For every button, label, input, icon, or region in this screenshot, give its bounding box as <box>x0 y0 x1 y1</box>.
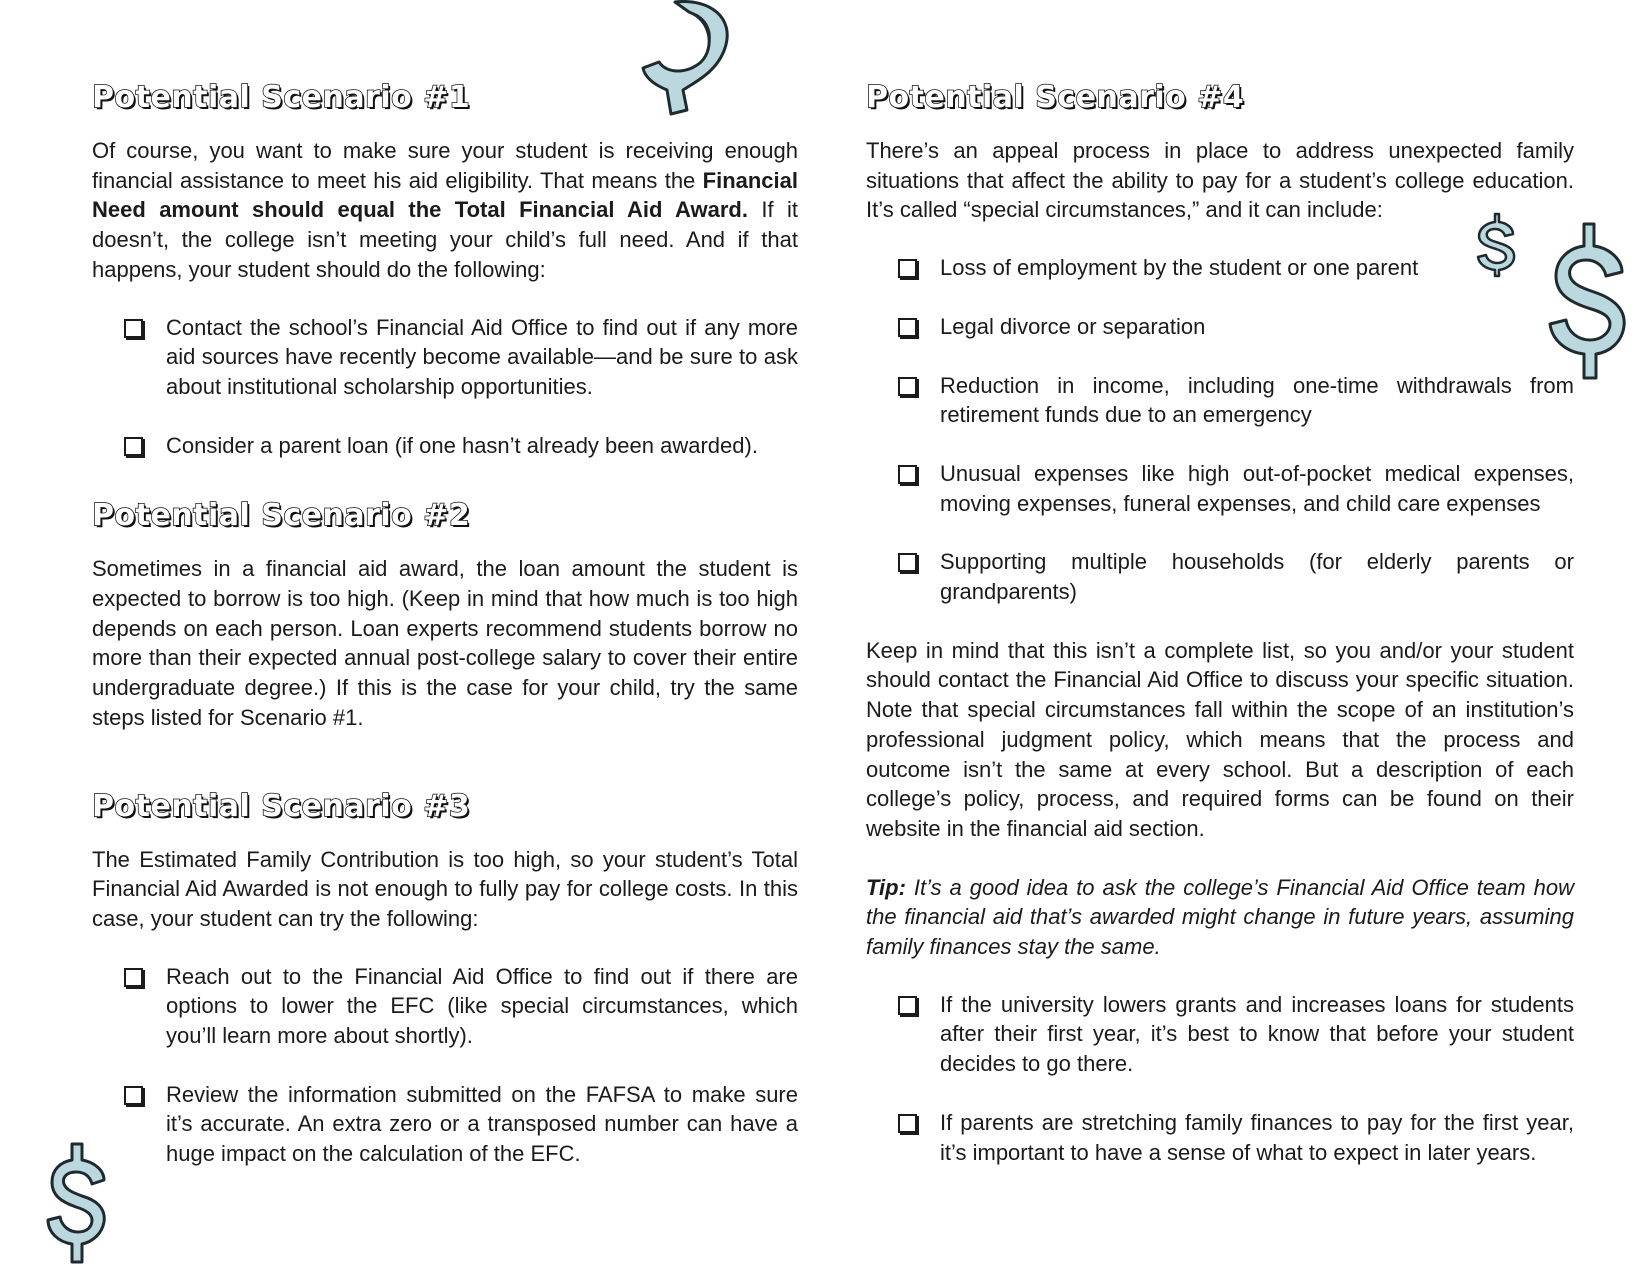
left-column <box>92 80 798 1213</box>
scenario-3-body: The Estimated Family Contribution is too high, so your student’s Total Financial Aid Awarded is not enough to fully pay for college costs. In this case, your student can try the following: <box>92 846 798 931</box>
list-item-text: Reduction in income, including one-time withdrawals from retirement funds due to an emergency <box>940 372 1574 428</box>
checkbox-icon <box>898 318 917 337</box>
list-item <box>92 962 798 1051</box>
list-item-text: Contact the school’s Financial Aid Office to find out if any more aid sources have recently become available—and be sure to ask about institutional scholarship opportunities. <box>166 314 798 399</box>
dollar-sign-icon <box>1465 208 1525 278</box>
scenario-1-body-text: Of course, you want to make sure your student is receiving enough financial assistance to meet his aid eligibility. That means the <box>92 138 798 193</box>
list-item <box>866 371 1574 430</box>
list-item-text: If the university lowers grants and increases loans for students after their first year, it’s best to know that before your student decides to go there. <box>940 991 1574 1077</box>
list-item <box>92 313 798 402</box>
tip-list <box>866 990 1574 1168</box>
checkbox-icon <box>898 1114 917 1133</box>
list-item-text: Consider a parent loan (if one hasn’t already been awarded). <box>166 432 758 458</box>
list-item-text: Review the information submitted on the FAFSA to make sure it’s accurate. An extra zero or a transposed number can have a huge impact on the calculation of the EFC. <box>166 1081 798 1167</box>
list-item-text: Reach out to the Financial Aid Office to find out if there are options to lower the EFC (like special circumstances, which you’ll learn more about shortly). <box>166 963 798 1049</box>
list-item-text: Loss of employment by the student or one parent <box>940 255 1419 281</box>
checkbox-icon <box>898 377 917 396</box>
list-item <box>866 312 1424 342</box>
list-item-text: Unusual expenses like high out-of-pocket medical expenses, moving expenses, funeral expenses, and child care expenses <box>940 460 1574 516</box>
scenario-1-body <box>92 136 798 285</box>
scenario-3 <box>92 789 798 1169</box>
tip-label: Tip: <box>866 874 906 900</box>
scenario-4-note: Keep in mind that this isn’t a complete list, so you and/or your student should contact the Financial Aid Office to discuss your specific situation. Note that special circumstances fall within the scope of an institution’s professional judgment policy, which means that the process and outcome isn’t the same at every school. But a description of each college’s policy, process, and required forms can be found on their website in the financial aid section. <box>866 637 1574 841</box>
scenario-1-list <box>92 313 798 461</box>
checkbox-icon <box>124 319 143 338</box>
scenario-1 <box>92 80 798 460</box>
checkbox-icon <box>124 1086 143 1105</box>
scenario-4-intro: There’s an appeal process in place to address unexpected family situations that affect the ability to pay for a student’s college education. It’s called “special circumstances,” and it can include: <box>866 138 1574 223</box>
checkbox-icon <box>898 259 917 278</box>
checkbox-icon <box>124 968 143 987</box>
scenario-3-heading: Potential Scenario #3 <box>92 788 471 824</box>
scenario-4-list-continued <box>866 371 1574 607</box>
scenario-4-heading: Potential Scenario #4 <box>866 80 1245 115</box>
list-item-text: Supporting multiple households (for elderly parents or grandparents) <box>940 549 1574 605</box>
checkbox-icon <box>898 465 917 484</box>
scenario-2 <box>92 498 798 732</box>
list-item-text: If parents are stretching family finances to pay for the first year, it’s important to have a sense of what to expect in later years. <box>940 1109 1574 1165</box>
dollar-sign-icon <box>1540 218 1635 388</box>
checkbox-icon <box>898 996 917 1015</box>
dollar-sign-icon <box>615 0 765 135</box>
scenario-3-list <box>92 962 798 1169</box>
tip-text: It’s a good idea to ask the college’s Financial Aid Office team how the financial aid that’s awarded might change in future years, assuming family finances stay the same. <box>866 874 1574 960</box>
scenario-1-body-text-end: If it doesn’t, the college isn’t meeting your child’s full need. And if that happens, your student should do the following: <box>92 197 798 282</box>
list-item <box>866 253 1424 283</box>
dollar-sign-icon <box>42 1140 112 1268</box>
checkbox-icon <box>898 553 917 572</box>
list-item <box>92 431 798 461</box>
scenario-2-body: Sometimes in a financial aid award, the loan amount the student is expected to borrow is too high. (Keep in mind that how much is too high depends on each person. Loan experts recommend students borrow no more than their expected annual post-college salary to cover their entire undergraduate degree.) If this is the case for your child, try the same steps listed for Scenario #1. <box>92 556 798 730</box>
list-item <box>866 1108 1574 1167</box>
scenario-1-heading: Potential Scenario #1 <box>92 80 471 115</box>
list-item <box>866 459 1574 518</box>
scenario-1-body-bold: Financial Need amount should equal the Total Financial Aid Award. <box>92 167 798 223</box>
list-item <box>866 990 1574 1079</box>
list-item-text: Legal divorce or separation <box>940 313 1206 339</box>
checkbox-icon <box>124 437 143 456</box>
list-item <box>92 1080 798 1169</box>
scenario-2-heading: Potential Scenario #2 <box>92 498 471 534</box>
list-item <box>866 547 1574 606</box>
tip-paragraph <box>866 873 1574 962</box>
